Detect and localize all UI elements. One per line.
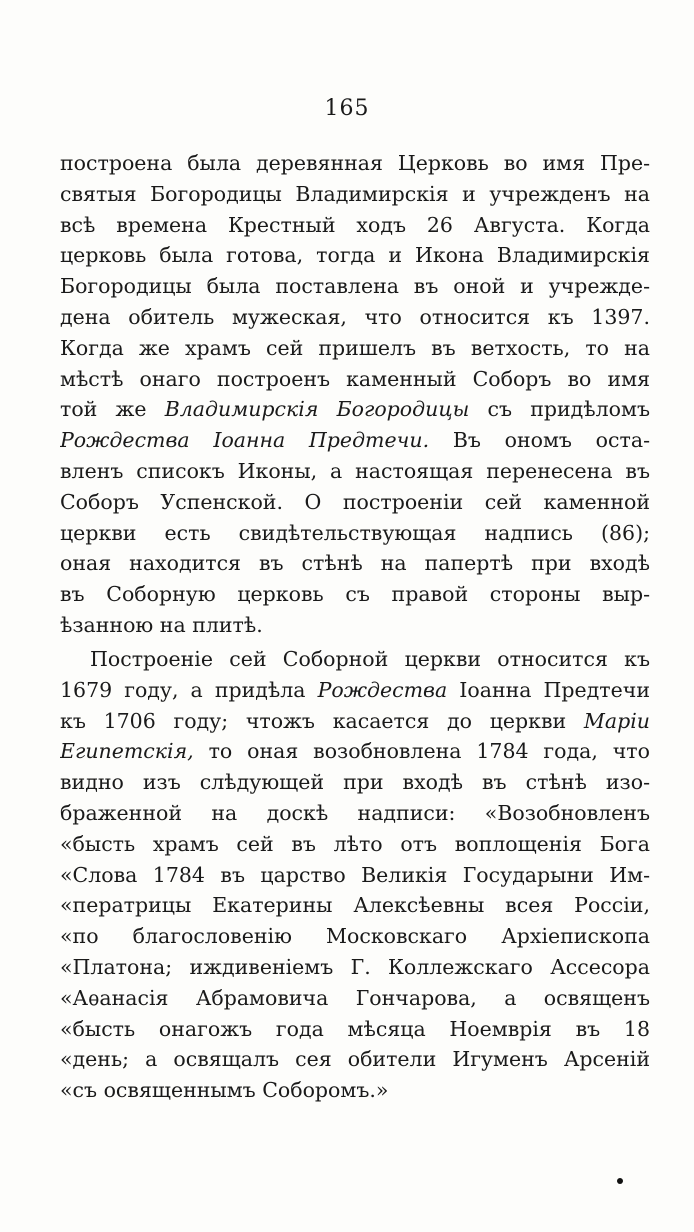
text-segment: къ 1706 году; чтожъ касается до церкви	[60, 708, 567, 733]
text-line: въ Соборную церковь съ правой стороны выр-	[60, 582, 650, 607]
text-line: Богородицы была поставлена въ оной и учрежде-	[60, 274, 650, 299]
text-line: «Аѳанасія Абрамовича Гончарова, а освященъ	[60, 985, 650, 1010]
text-line: «день; а освящалъ сея обители Игуменъ Арсеній	[60, 1047, 650, 1072]
paragraph-1	[60, 148, 650, 641]
text-line: «Платона; иждивеніемъ Г. Коллежскаго Ассесора	[60, 954, 650, 979]
italic-name: Рождества Іоанна Предтечи.	[60, 428, 430, 453]
text-line	[60, 706, 650, 737]
text-line	[60, 736, 650, 767]
text-line: «съ освященнымъ Соборомъ.»	[60, 1078, 389, 1103]
text-line: всѣ времена Крестный ходъ 26 Августа. Когда	[60, 212, 650, 237]
text-line	[60, 394, 650, 425]
ink-speck	[617, 1178, 623, 1184]
text-segment: 1679 году, а придѣла	[60, 677, 306, 702]
text-line	[60, 425, 650, 456]
text-line: видно изъ слѣдующей при входѣ въ стѣнѣ изо-	[60, 770, 650, 795]
text-line: «бысть онагожъ года мѣсяца Ноемврія въ 18	[60, 1016, 650, 1041]
text-line: Соборъ Успенской. О построеніи сей каменной	[60, 489, 650, 514]
text-line: оная находится въ стѣнѣ на папертѣ при входѣ	[60, 551, 650, 576]
text-line: церковь была готова, тогда и Икона Владимирскія	[60, 243, 650, 268]
italic-name: Египетскія,	[60, 739, 194, 764]
text-line: «Слова 1784 въ царство Великія Государыни Им-	[60, 862, 650, 887]
text-line: построена была деревянная Церковь во имя Пре-	[60, 151, 650, 175]
page-number: 165	[324, 96, 370, 121]
text-line: дена обитель мужеская, что относится къ 1397.	[60, 304, 650, 329]
paragraph-2	[60, 644, 650, 1106]
text-segment: то оная возобновлена 1784 года, что	[208, 739, 650, 764]
text-segment: Въ ономъ оста-	[452, 428, 650, 453]
italic-name: Маріи	[583, 708, 650, 733]
text-segment: той же	[60, 397, 147, 422]
text-line: Построеніе сей Соборной церкви относится къ	[90, 647, 650, 671]
text-line: церкви есть свидѣтельствующая надпись (86);	[60, 520, 650, 545]
text-line: мѣстѣ онаго построенъ каменный Соборъ во имя	[60, 366, 650, 391]
text-line: вленъ списокъ Иконы, а настоящая перенесена въ	[60, 458, 650, 483]
text-line: Когда же храмъ сей пришелъ въ ветхость, то на	[60, 335, 650, 360]
text-line: святыя Богородицы Владимирскія и учрежденъ на	[60, 181, 650, 206]
text-line: браженной на доскѣ надписи: «Возобновленъ	[60, 800, 650, 825]
text-segment: Іоанна Предтечи	[459, 677, 650, 702]
text-line	[60, 675, 650, 706]
text-line: «бысть храмъ сей въ лѣто отъ воплощенія Бога	[60, 831, 650, 856]
italic-name: Владимирскія Богородицы	[164, 397, 470, 422]
text-line: «ператрицы Екатерины Алексѣевны всея Россіи,	[60, 893, 650, 918]
text-line: «по благословенію Московскаго Архіепископа	[60, 924, 650, 949]
italic-name: Рождества	[317, 677, 448, 702]
text-line: ѣзанною на плитѣ.	[60, 612, 263, 637]
text-segment: съ придѣломъ	[487, 397, 650, 422]
